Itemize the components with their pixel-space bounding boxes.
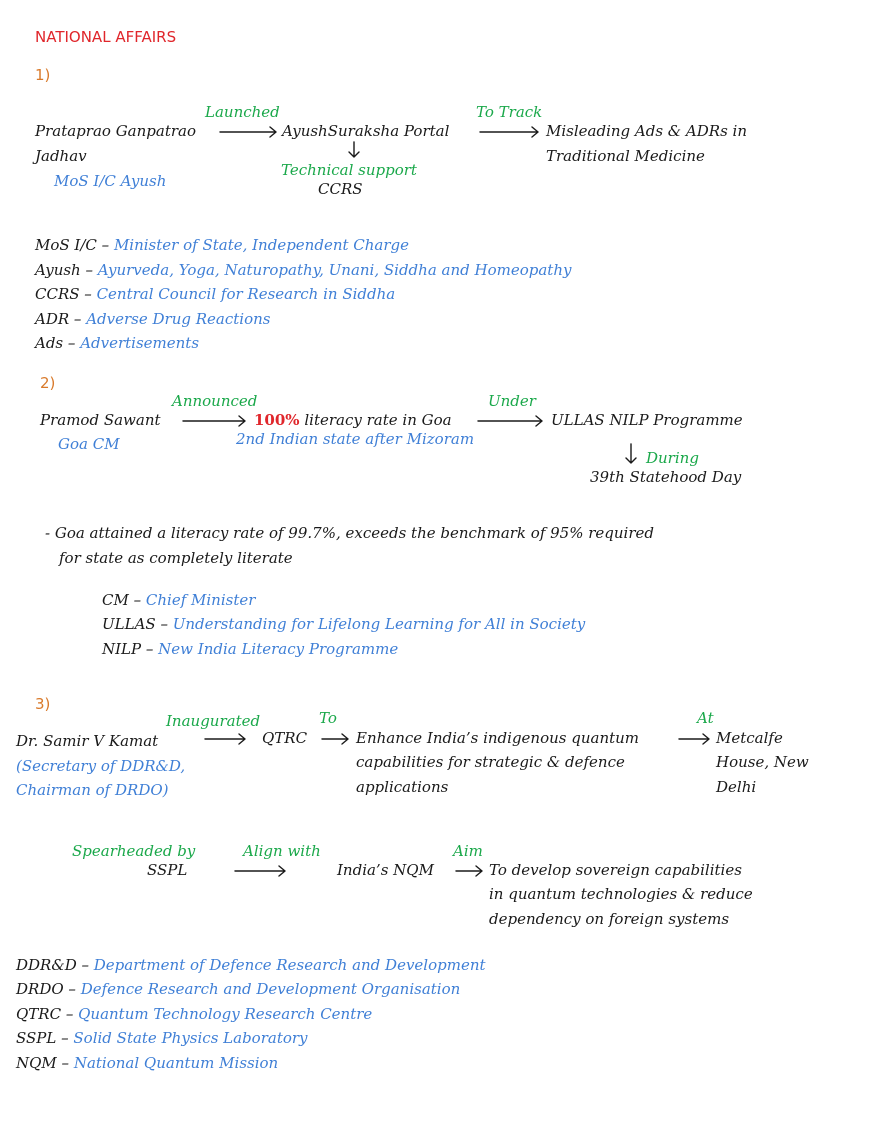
abbr-row: ULLAS – Understanding for Lifelong Learning for All in Society [102, 615, 586, 633]
abbr-row: MoS I/C – Minister of State, Independent Charge [35, 236, 410, 254]
abbr-row: NQM – National Quantum Mission [16, 1054, 279, 1072]
abbr-key: SSPL [16, 1029, 57, 1047]
s1-ccrs: CCRS [318, 180, 363, 198]
s3-nqm: India’s NQM [337, 861, 434, 879]
abbr-value: Central Council for Research in Siddha [96, 285, 396, 303]
abbr-row: DDR&D – Department of Defence Research and Development [16, 956, 486, 974]
abbr-key: DRDO [16, 980, 64, 998]
s1-arrow-down-ccrs [348, 142, 360, 160]
s1-person-role: MoS I/C Ayush [54, 172, 167, 190]
s3-arrow-align [235, 865, 289, 877]
s3-purpose-line3: applications [356, 778, 449, 796]
s3-qtrc: QTRC [262, 729, 308, 747]
s3-at-label: At [697, 709, 714, 727]
s2-bullet-line2: for state as completely literate [59, 549, 293, 567]
s1-arrow-launched [220, 126, 280, 138]
abbr-value: Solid State Physics Laboratory [73, 1029, 308, 1047]
abbr-row: ADR – Adverse Drug Reactions [35, 310, 271, 328]
s1-target-line2: Traditional Medicine [546, 147, 705, 165]
s2-statehood: 39th Statehood Day [590, 468, 742, 486]
s2-literacy-line [254, 411, 452, 429]
abbr-row: CCRS – Central Council for Research in Siddha [35, 285, 396, 303]
s3-role-line2: Chairman of DRDO) [16, 781, 169, 799]
abbr-value: Quantum Technology Research Centre [78, 1005, 373, 1023]
s2-during-label: During [646, 449, 699, 467]
abbr-row: Ads – Advertisements [35, 334, 200, 352]
abbr-key: MoS I/C [35, 236, 97, 254]
s3-location-line1: Metcalfe [716, 729, 783, 747]
s1-portal: AyushSuraksha Portal [282, 122, 450, 140]
s3-arrow-to [322, 733, 352, 745]
s1-to-track-label: To Track [476, 103, 543, 121]
abbr-key: ULLAS [102, 615, 156, 633]
s3-to-label: To [319, 709, 337, 727]
s3-arrow-aim [456, 865, 486, 877]
abbr-value: Defence Research and Development Organisation [80, 980, 461, 998]
section-2-number: 2) [40, 374, 56, 392]
s3-aim-line2: in quantum technologies & reduce [489, 885, 753, 903]
s2-second-state: 2nd Indian state after Mizoram [236, 430, 475, 448]
abbr-key: Ads [35, 334, 64, 352]
s3-aim-label: Aim [453, 842, 483, 860]
s2-person: Pramod Sawant [40, 411, 161, 429]
s1-person-line2: Jadhav [35, 147, 87, 165]
abbr-value: Adverse Drug Reactions [86, 310, 271, 328]
s3-role-line1: (Secretary of DDR&D, [16, 757, 186, 775]
s3-aim-line3: dependency on foreign systems [489, 910, 730, 928]
s3-person: Dr. Samir V Kamat [16, 732, 159, 750]
s3-aim-line1: To develop sovereign capabilities [489, 861, 742, 879]
s2-announced-label: Announced [172, 392, 258, 410]
abbr-key: NILP [102, 640, 142, 658]
section-1-number: 1) [35, 66, 51, 84]
s2-under-label: Under [488, 392, 536, 410]
s3-sspl: SSPL [147, 861, 188, 879]
s3-purpose-line2: capabilities for strategic & defence [356, 753, 625, 771]
abbr-value: Chief Minister [145, 591, 256, 609]
s2-bullet-line1: - Goa attained a literacy rate of 99.7%, exceeds the benchmark of 95% required [45, 524, 655, 542]
abbr-row: CM – Chief Minister [102, 591, 256, 609]
abbr-row: NILP – New India Literacy Programme [102, 640, 399, 658]
s3-location-line2: House, New [716, 753, 809, 771]
s2-arrow-down-during [625, 444, 637, 466]
s1-target-line1: Misleading Ads & ADRs in [546, 122, 747, 140]
s1-launched-label: Launched [205, 103, 280, 121]
abbr-value: National Quantum Mission [73, 1054, 279, 1072]
abbr-row: QTRC – Quantum Technology Research Centre [16, 1005, 373, 1023]
s3-align-label: Align with [243, 842, 321, 860]
abbr-key: QTRC [16, 1005, 62, 1023]
page-title: NATIONAL AFFAIRS [35, 28, 177, 46]
abbr-row: Ayush – Ayurveda, Yoga, Naturopathy, Unani, Siddha and Homeopathy [35, 261, 572, 279]
abbr-key: CCRS [35, 285, 80, 303]
abbr-value: Understanding for Lifelong Learning for All in Society [172, 615, 586, 633]
abbr-value: Advertisements [80, 334, 200, 352]
s1-person-line1: Prataprao Ganpatrao [35, 122, 196, 140]
section-3-number: 3) [35, 695, 51, 713]
s2-percentage: 100% [254, 411, 300, 429]
abbr-key: CM [102, 591, 129, 609]
s3-purpose-line1: Enhance India’s indigenous quantum [356, 729, 640, 747]
abbr-row: SSPL – Solid State Physics Laboratory [16, 1029, 308, 1047]
s2-arrow-under [478, 415, 546, 427]
s3-arrow-inaugurated [205, 733, 249, 745]
s2-arrow-announced [183, 415, 249, 427]
abbr-key: Ayush [35, 261, 81, 279]
s1-arrow-to-track [480, 126, 542, 138]
abbr-value: New India Literacy Programme [158, 640, 399, 658]
abbr-value: Department of Defence Research and Development [93, 956, 486, 974]
s2-literacy-text: literacy rate in Goa [304, 411, 452, 429]
s2-programme: ULLAS NILP Programme [551, 411, 743, 429]
s1-tech-support-label: Technical support [281, 161, 417, 179]
s3-location-line3: Delhi [716, 778, 757, 796]
s3-spearheaded-label: Spearheaded by [72, 842, 196, 860]
abbr-key: DDR&D [16, 956, 77, 974]
abbr-value: Minister of State, Independent Charge [113, 236, 410, 254]
abbr-key: ADR [35, 310, 70, 328]
s3-arrow-at [679, 733, 713, 745]
abbr-value: Ayurveda, Yoga, Naturopathy, Unani, Siddha and Homeopathy [97, 261, 572, 279]
s2-person-role: Goa CM [58, 435, 120, 453]
s3-inaugurated-label: Inaugurated [166, 712, 261, 730]
abbr-key: NQM [16, 1054, 57, 1072]
abbr-row: DRDO – Defence Research and Development Organisation [16, 980, 461, 998]
